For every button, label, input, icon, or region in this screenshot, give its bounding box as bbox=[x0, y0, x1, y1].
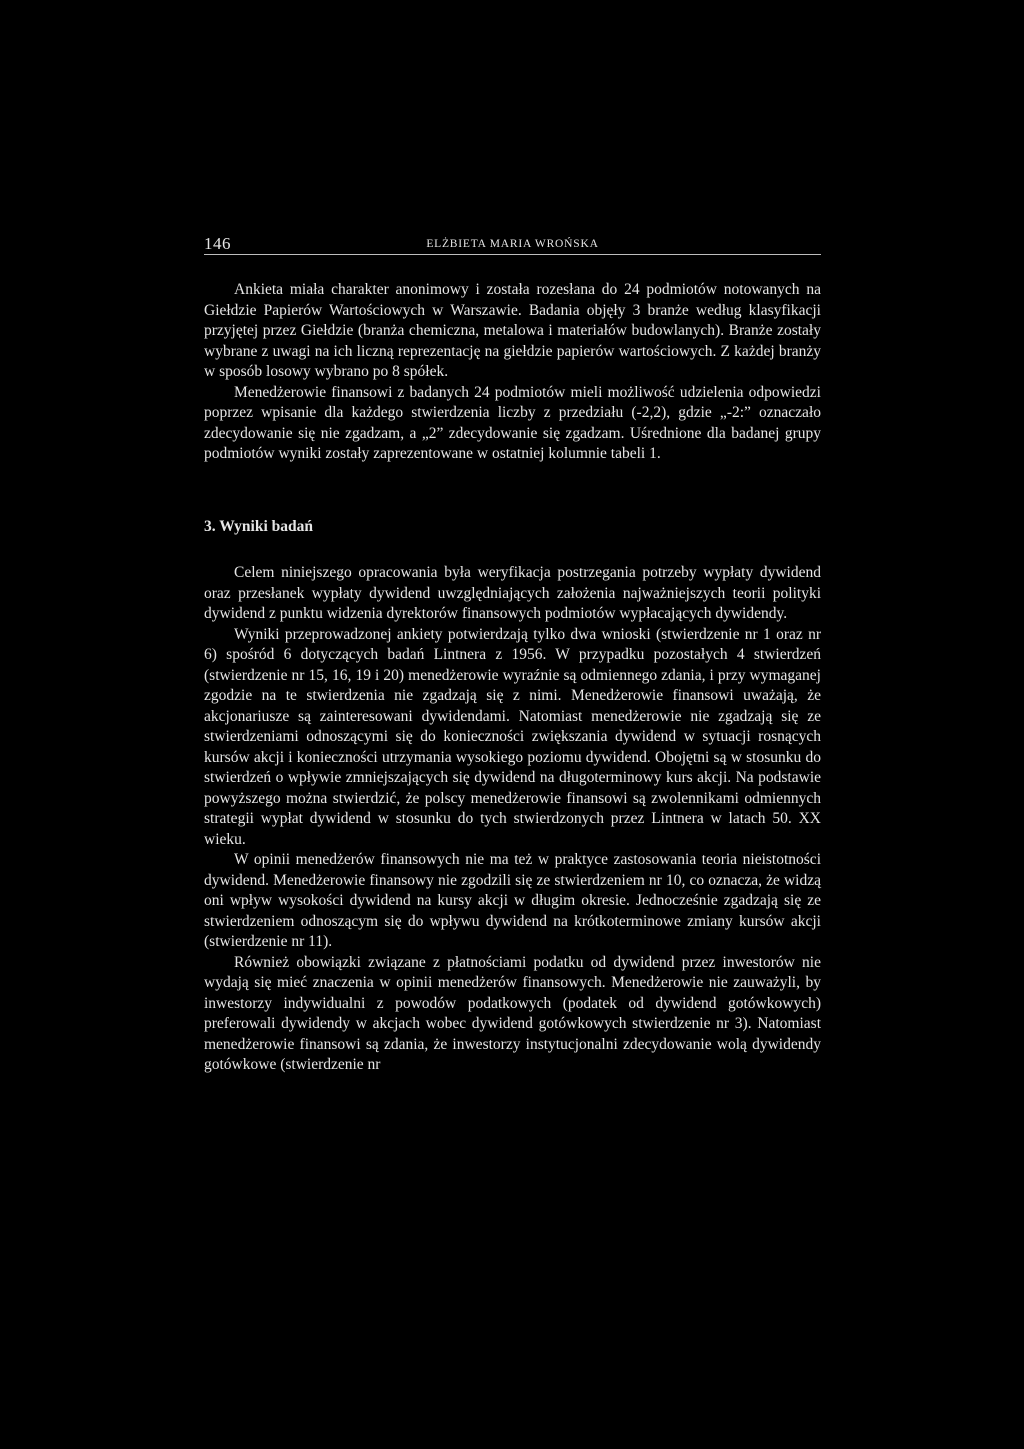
page-number: 146 bbox=[204, 234, 231, 253]
section-heading: 3. Wyniki badań bbox=[204, 517, 313, 535]
paragraph: Celem niniejszego opracowania była weryfikacja postrzegania potrzeby wypłaty dywidend oraz przesłanek wypłaty dywidend uwzględniających założenia najważniejszych teorii polityki dywidend z punktu widzenia dyrektorów finansowych podmiotów wypłacających dywidendy. bbox=[204, 564, 821, 622]
document-page bbox=[204, 232, 821, 1076]
running-header bbox=[204, 232, 821, 255]
paragraph: Menedżerowie finansowi z badanych 24 podmiotów mieli możliwość udzielenia odpowiedzi poprzez wpisanie dla każdego stwierdzenia liczby z przedziału (-2,2), gdzie „-2:” oznaczało zdecydowanie się nie zgadzam, a „2” zdecydowanie się zgadzam. Uśrednione dla badanej grupy podmiotów wyniki zostały zaprezentowane w ostatniej kolumnie tabeli 1. bbox=[204, 383, 821, 462]
paragraph: W opinii menedżerów finansowych nie ma też w praktyce zastosowania teoria nieistotności dywidend. Menedżerowie finansowy nie zgodzili się ze stwierdzeniem nr 10, co oznacza, że widzą oni wpływ wysokości dywidend na kursy akcji w długim okresie. Jednocześnie zgadzają się ze stwierdzeniem odnoszącym się do wpływu dywidend na krótkoterminowe zmiany kursów akcji (stwierdzenie nr 11). bbox=[204, 851, 821, 950]
body-text bbox=[204, 280, 821, 1076]
paragraph: Również obowiązki związane z płatnościami podatku od dywidend przez inwestorów nie wydają się mieć znaczenia w opinii menedżerów finansowych. Menedżerowie nie zauważyli, by inwestorzy indywidualni z powodów podatkowych (podatek od dywidend gotówkowych) preferowali dywidendy w akcjach wobec dywidend gotówkowych stwierdzenie nr 3). Natomiast menedżerowie finansowi są zdania, że inwestorzy instytucjonalni zdecydowanie wolą dywidendy gotówkowe (stwierdzenie nr bbox=[204, 953, 821, 1073]
running-head-author: ELŻBIETA MARIA WROŃSKA bbox=[426, 238, 599, 250]
paragraph: Ankieta miała charakter anonimowy i została rozesłana do 24 podmiotów notowanych na Giełdzie Papierów Wartościowych w Warszawie. Badania objęły 3 branże według klasyfikacji przyjętej przez Giełdzie (branża chemiczna, metalowa i materiałów budowlanych). Branże zostały wybrane z uwagi na ich liczną reprezentację na giełdzie papierów wartościowych. Z każdej branży w sposób losowy wybrano po 8 spółek. bbox=[204, 281, 821, 380]
paragraph: Wyniki przeprowadzonej ankiety potwierdzają tylko dwa wnioski (stwierdzenie nr 1 oraz nr 6) spośród 6 dotyczących badań Lintnera z 1956. W przypadku pozostałych 4 stwierdzeń (stwierdzenie nr 15, 16, 19 i 20) menedżerowie wyraźnie są odmiennego zdania, i przy wymaganej zgodzie na te stwierdzenia nie zgadzają się z nimi. Menedżerowie finansowi uważają, że akcjonariusze są zainteresowani dywidendami. Natomiast menedżerowie nie zgadzają się ze stwierdzeniami odnoszącymi się do konieczności zwiększania dywidend w sytuacji rosnących kursów akcji i konieczności utrzymania wysokiego poziomu dywidend. Obojętni są w stosunku do stwierdzeń o wpływie zmniejszających się dywidend na długoterminowy kurs akcji. Na podstawie powyższego można stwierdzić, że polscy menedżerowie finansowi są zwolennikami odmiennych strategii wypłat dywidend w stosunku do tych stwierdzonych przez Lintnera w latach 50. XX wieku. bbox=[204, 625, 821, 848]
